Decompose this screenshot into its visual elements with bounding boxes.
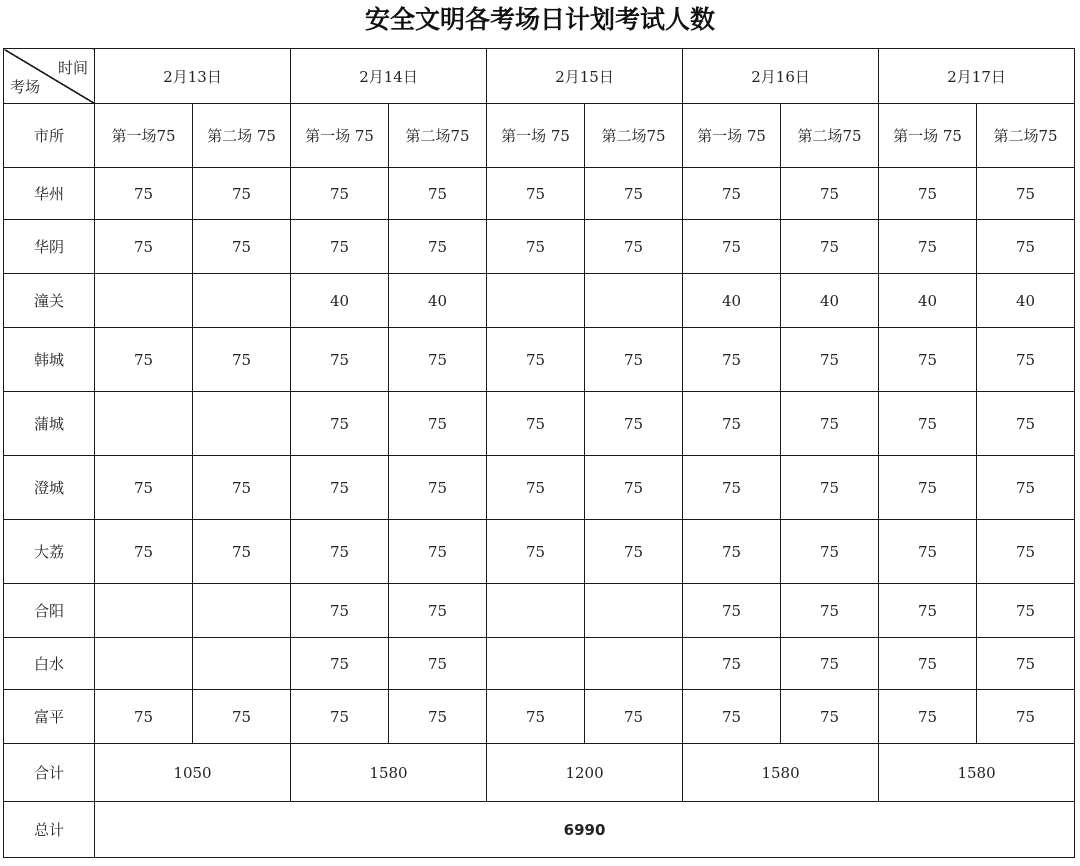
grand-total-label: 总计 xyxy=(4,802,95,858)
count-cell: 75 xyxy=(683,392,781,456)
count-cell xyxy=(487,584,585,638)
count-cell: 75 xyxy=(781,328,879,392)
venue-name-cell: 白水 xyxy=(4,638,95,690)
grand-total-value: 6990 xyxy=(95,802,1075,858)
subtotal-cell: 1200 xyxy=(487,744,683,802)
corner-time-label: 时间 xyxy=(57,59,88,77)
table-row xyxy=(4,690,1075,744)
count-cell: 75 xyxy=(389,328,487,392)
count-cell: 75 xyxy=(193,168,291,220)
venue-name-cell: 澄城 xyxy=(4,456,95,520)
session-header-row xyxy=(4,104,1075,168)
count-cell: 75 xyxy=(683,220,781,274)
count-cell: 75 xyxy=(879,690,977,744)
count-cell: 75 xyxy=(487,520,585,584)
count-cell: 75 xyxy=(683,584,781,638)
count-cell xyxy=(585,638,683,690)
count-cell: 75 xyxy=(193,520,291,584)
grand-total-row xyxy=(4,802,1075,858)
subtotal-cell: 1050 xyxy=(95,744,291,802)
count-cell xyxy=(95,274,193,328)
count-cell: 75 xyxy=(291,168,389,220)
count-cell: 75 xyxy=(389,456,487,520)
session-header-cell: 第二场 75 xyxy=(193,104,291,168)
session-header-cell: 第二场75 xyxy=(389,104,487,168)
count-cell: 75 xyxy=(781,690,879,744)
count-cell: 75 xyxy=(291,584,389,638)
count-cell: 75 xyxy=(487,168,585,220)
count-cell: 75 xyxy=(781,220,879,274)
count-cell: 75 xyxy=(389,392,487,456)
venue-name-cell: 富平 xyxy=(4,690,95,744)
table-row xyxy=(4,456,1075,520)
count-cell: 75 xyxy=(389,520,487,584)
table-row xyxy=(4,638,1075,690)
date-header-row xyxy=(4,49,1075,104)
subtotal-cell: 1580 xyxy=(683,744,879,802)
count-cell: 75 xyxy=(95,328,193,392)
count-cell: 75 xyxy=(585,168,683,220)
table-row xyxy=(4,168,1075,220)
date-header-cell: 2月16日 xyxy=(683,49,879,104)
count-cell: 75 xyxy=(95,220,193,274)
session-header-cell: 第一场 75 xyxy=(683,104,781,168)
subtotal-label: 合计 xyxy=(4,744,95,802)
venue-name-cell: 蒲城 xyxy=(4,392,95,456)
count-cell: 75 xyxy=(977,690,1075,744)
date-header-cell: 2月14日 xyxy=(291,49,487,104)
count-cell: 75 xyxy=(781,638,879,690)
count-cell: 40 xyxy=(389,274,487,328)
session-header-cell: 第二场75 xyxy=(977,104,1075,168)
count-cell: 75 xyxy=(977,456,1075,520)
count-cell xyxy=(193,584,291,638)
count-cell: 75 xyxy=(879,520,977,584)
session-header-cell: 第一场 75 xyxy=(879,104,977,168)
count-cell: 75 xyxy=(683,690,781,744)
table-row xyxy=(4,274,1075,328)
count-cell: 75 xyxy=(193,456,291,520)
session-header-cell: 第二场75 xyxy=(585,104,683,168)
count-cell: 75 xyxy=(487,690,585,744)
count-cell: 75 xyxy=(585,392,683,456)
count-cell: 75 xyxy=(389,220,487,274)
venue-name-cell: 大荔 xyxy=(4,520,95,584)
table-row xyxy=(4,392,1075,456)
count-cell: 75 xyxy=(291,638,389,690)
count-cell: 75 xyxy=(291,690,389,744)
subtotal-row xyxy=(4,744,1075,802)
session-header-cell: 第一场 75 xyxy=(487,104,585,168)
count-cell: 40 xyxy=(291,274,389,328)
count-cell: 75 xyxy=(683,456,781,520)
count-cell: 75 xyxy=(95,456,193,520)
count-cell: 75 xyxy=(291,328,389,392)
count-cell: 75 xyxy=(95,690,193,744)
page-title: 安全文明各考场日计划考试人数 xyxy=(364,5,715,34)
count-cell: 75 xyxy=(781,456,879,520)
count-cell: 75 xyxy=(977,638,1075,690)
session-header-cell: 第二场75 xyxy=(781,104,879,168)
count-cell xyxy=(585,274,683,328)
count-cell: 75 xyxy=(95,168,193,220)
count-cell: 75 xyxy=(683,520,781,584)
count-cell xyxy=(585,584,683,638)
venue-name-cell: 华州 xyxy=(4,168,95,220)
count-cell: 75 xyxy=(781,584,879,638)
count-cell: 75 xyxy=(977,328,1075,392)
date-header-cell: 2月15日 xyxy=(487,49,683,104)
count-cell: 75 xyxy=(585,690,683,744)
count-cell: 75 xyxy=(291,520,389,584)
exam-schedule-table xyxy=(3,48,1075,858)
count-cell: 75 xyxy=(879,584,977,638)
count-cell: 75 xyxy=(879,168,977,220)
venue-name-cell: 韩城 xyxy=(4,328,95,392)
count-cell xyxy=(193,638,291,690)
count-cell xyxy=(487,638,585,690)
subtotal-cell: 1580 xyxy=(291,744,487,802)
date-header-cell: 2月13日 xyxy=(95,49,291,104)
count-cell: 75 xyxy=(193,328,291,392)
count-cell: 75 xyxy=(977,392,1075,456)
count-cell: 75 xyxy=(193,220,291,274)
session-header-cell: 第一场75 xyxy=(95,104,193,168)
count-cell: 75 xyxy=(781,168,879,220)
session-row-label: 市所 xyxy=(4,104,95,168)
count-cell: 75 xyxy=(977,220,1075,274)
count-cell: 75 xyxy=(487,456,585,520)
count-cell: 75 xyxy=(389,168,487,220)
count-cell: 40 xyxy=(781,274,879,328)
count-cell: 75 xyxy=(193,690,291,744)
count-cell: 75 xyxy=(389,584,487,638)
subtotal-cell: 1580 xyxy=(879,744,1075,802)
count-cell: 75 xyxy=(487,328,585,392)
count-cell xyxy=(95,638,193,690)
table-row xyxy=(4,584,1075,638)
table-row xyxy=(4,520,1075,584)
table-row xyxy=(4,328,1075,392)
count-cell: 75 xyxy=(585,220,683,274)
count-cell: 40 xyxy=(879,274,977,328)
count-cell: 75 xyxy=(879,328,977,392)
count-cell: 75 xyxy=(977,168,1075,220)
count-cell: 75 xyxy=(879,638,977,690)
count-cell: 75 xyxy=(487,220,585,274)
count-cell: 75 xyxy=(683,168,781,220)
count-cell: 75 xyxy=(95,520,193,584)
count-cell: 75 xyxy=(389,690,487,744)
count-cell: 40 xyxy=(977,274,1075,328)
venue-name-cell: 华阴 xyxy=(4,220,95,274)
table-row xyxy=(4,220,1075,274)
count-cell: 75 xyxy=(879,220,977,274)
corner-venue-label: 考场 xyxy=(10,78,41,96)
count-cell: 75 xyxy=(977,520,1075,584)
count-cell: 75 xyxy=(291,392,389,456)
count-cell: 75 xyxy=(781,520,879,584)
session-header-cell: 第一场 75 xyxy=(291,104,389,168)
count-cell: 75 xyxy=(487,392,585,456)
count-cell xyxy=(95,392,193,456)
count-cell: 75 xyxy=(879,456,977,520)
venue-name-cell: 潼关 xyxy=(4,274,95,328)
count-cell: 75 xyxy=(291,456,389,520)
count-cell: 40 xyxy=(683,274,781,328)
count-cell xyxy=(193,274,291,328)
count-cell: 75 xyxy=(977,584,1075,638)
count-cell: 75 xyxy=(585,520,683,584)
count-cell: 75 xyxy=(585,328,683,392)
corner-header-cell xyxy=(4,49,95,104)
count-cell xyxy=(193,392,291,456)
count-cell: 75 xyxy=(291,220,389,274)
count-cell: 75 xyxy=(585,456,683,520)
count-cell xyxy=(487,274,585,328)
count-cell: 75 xyxy=(389,638,487,690)
venue-name-cell: 合阳 xyxy=(4,584,95,638)
count-cell: 75 xyxy=(683,638,781,690)
count-cell: 75 xyxy=(683,328,781,392)
count-cell: 75 xyxy=(781,392,879,456)
date-header-cell: 2月17日 xyxy=(879,49,1075,104)
count-cell: 75 xyxy=(879,392,977,456)
count-cell xyxy=(95,584,193,638)
